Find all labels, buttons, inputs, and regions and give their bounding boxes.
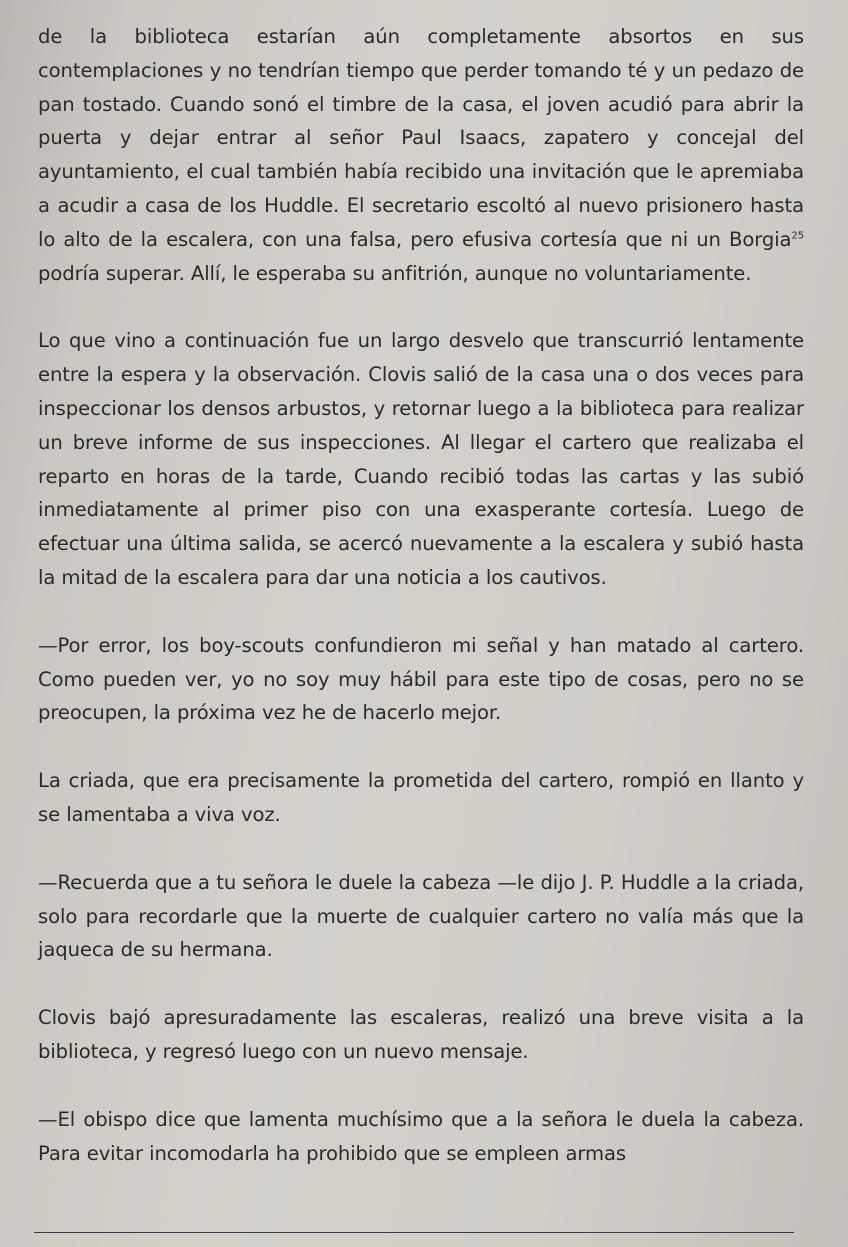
paragraph-2: Lo que vino a continuación fue un largo desvelo que transcurrió lentamente entre la espera y la observación. Clovis salió de la casa una o dos veces para inspeccionar los densos arbustos, y retornar luego a la biblioteca para realizar un breve informe de sus inspecciones. Al llegar el cartero que realizaba el reparto en horas de la tarde, Cuando recibió todas las cartas y las subió inmediatamente al primer piso con una exasperante cortesía. Luego de efectuar una última salida, se acercó nuevamente a la escalera y subió hasta la mitad de la escalera para dar una noticia a los cautivos. [38, 329, 804, 589]
paragraph-1-text-before: de la biblioteca estarían aún completamente absortos en sus contemplaciones y no tendrían tiempo que perder tomando té y un pedazo de pan tostado. Cuando sonó el timbre de la casa, el joven acudió para abrir la puerta y dejar entrar al señor Paul Isaacs, zapatero y concejal del ayuntamiento, el cual también había recibido una invitación que le apremiaba a acudir a casa de los Huddle. El secretario escoltó al nuevo prisionero hasta lo alto de la escalera, con una falsa, pero efusiva cortesía que ni un Borgia [38, 25, 804, 251]
paragraph-6: Clovis bajó apresuradamente las escaleras, realizó una breve visita a la biblioteca, y regresó luego con un nuevo mensaje. [38, 1006, 804, 1063]
paragraph-1 [38, 20, 804, 290]
footnote-separator-rule [34, 1232, 794, 1233]
paragraph-5-dialogue: —Recuerda que a tu señora le duele la cabeza —le dijo J. P. Huddle a la criada, solo para recordarle que la muerte de cualquier cartero no valía más que la jaqueca de su hermana. [38, 870, 804, 962]
paragraph-3-dialogue: —Por error, los boy-scouts confundieron mi señal y han matado al cartero. Como pueden ver, yo no soy muy hábil para este tipo de cosas, pero no se preocupen, la próxima vez he de hacerlo mejor. [38, 633, 804, 725]
footnote-reference: 25 [791, 230, 804, 242]
paragraph-4: La criada, que era precisamente la prometida del cartero, rompió en llanto y se lamentaba a viva voz. [38, 769, 804, 826]
paragraph-7-dialogue: —El obispo dice que lamenta muchísimo que a la señora le duela la cabeza. Para evitar incomodarla ha prohibido que se empleen armas [38, 1107, 804, 1165]
paragraph-1-text-after: podría superar. Allí, le esperaba su anfitrión, aunque no voluntariamente. [38, 261, 752, 285]
